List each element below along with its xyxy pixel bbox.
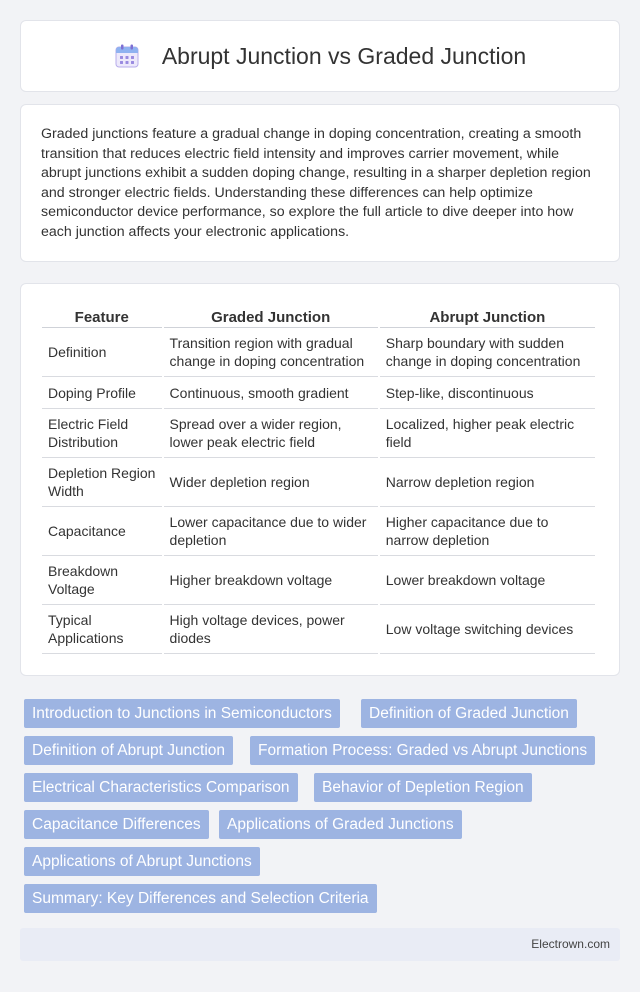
table-row (42, 377, 595, 409)
table-cell: Higher capacitance due to narrow depletion (380, 507, 595, 556)
comparison-table-card (20, 283, 620, 676)
tag-link[interactable]: Definition of Graded Junction (361, 699, 577, 728)
table-cell: Localized, higher peak electric field (380, 409, 595, 458)
tag-link[interactable]: Summary: Key Differences and Selection Criteria (24, 884, 377, 913)
tag-link[interactable]: Introduction to Junctions in Semiconductors (24, 699, 340, 728)
table-cell: Electric Field Distribution (42, 409, 162, 458)
calendar-icon (114, 43, 140, 69)
table-cell: Capacitance (42, 507, 162, 556)
table-cell: Continuous, smooth gradient (164, 377, 378, 409)
table-row (42, 409, 595, 458)
table-row (42, 556, 595, 605)
table-header: Graded Junction (164, 304, 378, 328)
table-cell: Step-like, discontinuous (380, 377, 595, 409)
table-row (42, 605, 595, 654)
tag-link[interactable]: Definition of Abrupt Junction (24, 736, 233, 765)
table-cell: Definition (42, 328, 162, 377)
table-cell: Low voltage switching devices (380, 605, 595, 654)
tag-link[interactable]: Capacitance Differences (24, 810, 209, 839)
tag-link[interactable]: Electrical Characteristics Comparison (24, 773, 298, 802)
table-row (42, 507, 595, 556)
table-cell: Spread over a wider region, lower peak electric field (164, 409, 378, 458)
tag-link[interactable]: Applications of Abrupt Junctions (24, 847, 260, 876)
table-cell: High voltage devices, power diodes (164, 605, 378, 654)
table-cell: Higher breakdown voltage (164, 556, 378, 605)
page-title: Abrupt Junction vs Graded Junction (161, 42, 527, 69)
footer-site[interactable]: Electrown.com (531, 937, 610, 951)
table-cell: Lower capacitance due to wider depletion (164, 507, 378, 556)
table-row (42, 458, 595, 507)
table-header: Feature (42, 304, 162, 328)
table-cell: Lower breakdown voltage (380, 556, 595, 605)
table-header: Abrupt Junction (380, 304, 595, 328)
table-cell: Wider depletion region (164, 458, 378, 507)
title-card (20, 20, 620, 92)
footer (20, 928, 620, 961)
tag-link[interactable]: Formation Process: Graded vs Abrupt Junctions (250, 736, 595, 765)
tag-link[interactable]: Behavior of Depletion Region (314, 773, 532, 802)
tag-link[interactable]: Applications of Graded Junctions (219, 810, 462, 839)
table-cell: Transition region with gradual change in doping concentration (164, 328, 378, 377)
table-cell: Typical Applications (42, 605, 162, 654)
table-cell: Breakdown Voltage (42, 556, 162, 605)
table-cell: Sharp boundary with sudden change in doping concentration (380, 328, 595, 377)
table-cell: Depletion Region Width (42, 458, 162, 507)
table-cell: Doping Profile (42, 377, 162, 409)
table-header-row (42, 304, 595, 328)
intro-card (20, 104, 620, 262)
table-row (42, 328, 595, 377)
table-cell: Narrow depletion region (380, 458, 595, 507)
intro-text: Graded junctions feature a gradual change in doping concentration, creating a smooth transition that reduces electric field intensity and improves carrier movement, while abrupt junctions exhibit a sudden doping change, resulting in a sharper depletion region and stronger electric fields. Understanding these differences can help optimize semiconductor device performance, so explore the full article to dive deeper into how each junction affects your electronic applications. (41, 126, 591, 240)
comparison-table (40, 304, 597, 654)
